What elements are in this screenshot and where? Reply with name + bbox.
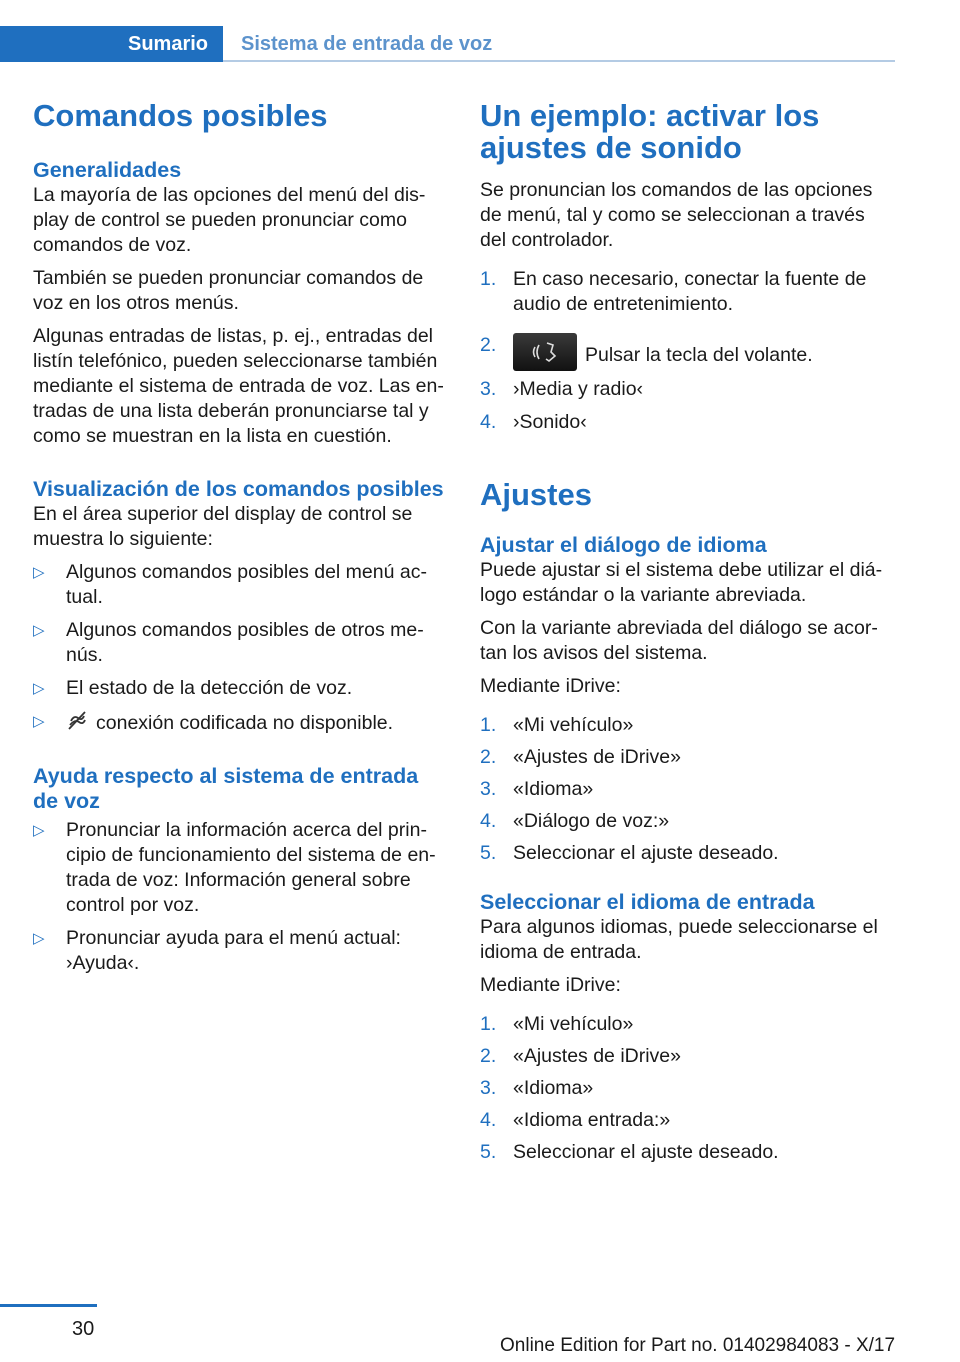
tab-section-title[interactable]: Sistema de entrada de voz: [241, 33, 493, 55]
paragraph: Se pronuncian los comandos de las opciones de menú, tal y como se seleccionan a través del controlador.: [480, 179, 873, 251]
footer-divider: [0, 1304, 97, 1307]
header-divider: [223, 60, 895, 62]
right-column: [480, 100, 895, 1165]
section-title-ejemplo: Un ejemplo: activar los ajustes de sonido: [480, 98, 820, 165]
list-item: 5. Seleccionar el ajuste deseado.: [480, 842, 779, 864]
page-number: 30: [72, 1318, 95, 1340]
steps-list: [480, 1012, 895, 1165]
paragraph: También se pueden pronunciar comandos de voz en los otros menús.: [33, 267, 424, 314]
list-item: ▷ Pronunciar ayuda para el menú actual: ›Ayuda‹.: [33, 927, 401, 974]
list-item: 3. «Idioma»: [480, 1077, 594, 1099]
section-title-comandos: Comandos posibles: [33, 98, 328, 133]
tab-sumario[interactable]: Sumario: [0, 26, 223, 62]
list-item: ▷ conexión codificada no disponible.: [33, 709, 445, 738]
bullet-list: [33, 560, 445, 738]
list-item: ▷ El estado de la detección de voz.: [33, 677, 353, 699]
steps-list: [480, 267, 895, 435]
list-item: 1. «Mi vehículo»: [480, 714, 634, 736]
bullet-triangle-icon: ▷: [33, 822, 45, 839]
list-item: 4. ›Sonido‹: [480, 411, 587, 433]
header-bar: [0, 26, 895, 62]
list-item: 3. ›Media y radio‹: [480, 378, 644, 400]
heading-generalidades: Generalidades: [33, 158, 182, 182]
list-item: 4. «Idioma entrada:»: [480, 1109, 671, 1131]
list-item: 1. En caso necesario, conectar la fuente de audio de entretenimiento.: [480, 268, 867, 315]
section-title-ajustes: Ajustes: [480, 477, 592, 512]
paragraph: Algunas entradas de listas, p. ej., entradas del listín telefónico, pueden seleccionarse también mediante el sistema de entrada de voz. Las entradas de una lista deberán pronunciarse tal y como se muestran en la lista en cuestión.: [33, 325, 444, 447]
list-item: 4. «Diálogo de voz:»: [480, 810, 670, 832]
list-item: 2. «Ajustes de iDrive»: [480, 746, 681, 768]
paragraph: Mediante iDrive:: [480, 974, 621, 996]
paragraph: En el área superior del display de control se muestra lo siguiente:: [33, 503, 413, 550]
list-item: ▷ Algunos comandos posibles del menú actual.: [33, 561, 427, 608]
heading-ayuda: Ayuda respecto al sistema de entrada de voz: [33, 764, 419, 813]
heading-visualizacion: Visualización de los comandos posibles: [33, 477, 444, 501]
paragraph: Con la variante abreviada del diálogo se acortan los avisos del sistema.: [480, 617, 878, 664]
bullet-triangle-icon: ▷: [33, 713, 45, 730]
steps-list: [480, 713, 895, 866]
list-item: ▷ Pronunciar la información acerca del principio de funcionamiento del sistema de entrada de voz: Información general sobre control por voz.: [33, 819, 436, 916]
paragraph: La mayoría de las opciones del menú del display de control se pueden pronunciar como comandos de voz.: [33, 184, 426, 256]
edition-text: Online Edition for Part no. 01402984083 - X/17: [500, 1335, 896, 1356]
bullet-triangle-icon: ▷: [33, 564, 45, 581]
paragraph: Mediante iDrive:: [480, 675, 621, 697]
bullet-triangle-icon: ▷: [33, 622, 45, 639]
list-item: 5. Seleccionar el ajuste deseado.: [480, 1141, 779, 1163]
heading-idioma-entrada: Seleccionar el idioma de entrada: [480, 890, 815, 914]
bullet-triangle-icon: ▷: [33, 930, 45, 947]
bullet-triangle-icon: ▷: [33, 680, 45, 697]
list-item: 2. «Ajustes de iDrive»: [480, 1045, 681, 1067]
list-item: 2. Pulsar la tecla del volante.: [480, 333, 895, 371]
list-item: 3. «Idioma»: [480, 778, 594, 800]
list-item: ▷ Algunos comandos posibles de otros menús.: [33, 619, 424, 666]
voice-button-icon: [513, 333, 577, 371]
left-column: [33, 100, 445, 976]
bullet-list: [33, 818, 445, 976]
paragraph: Para algunos idiomas, puede seleccionarse el idioma de entrada.: [480, 916, 878, 963]
paragraph: Puede ajustar si el sistema debe utilizar el diálogo estándar o la variante abreviada.: [480, 559, 883, 606]
encryption-off-icon: [66, 709, 88, 738]
list-item: 1. «Mi vehículo»: [480, 1013, 634, 1035]
heading-dialogo: Ajustar el diálogo de idioma: [480, 533, 767, 557]
